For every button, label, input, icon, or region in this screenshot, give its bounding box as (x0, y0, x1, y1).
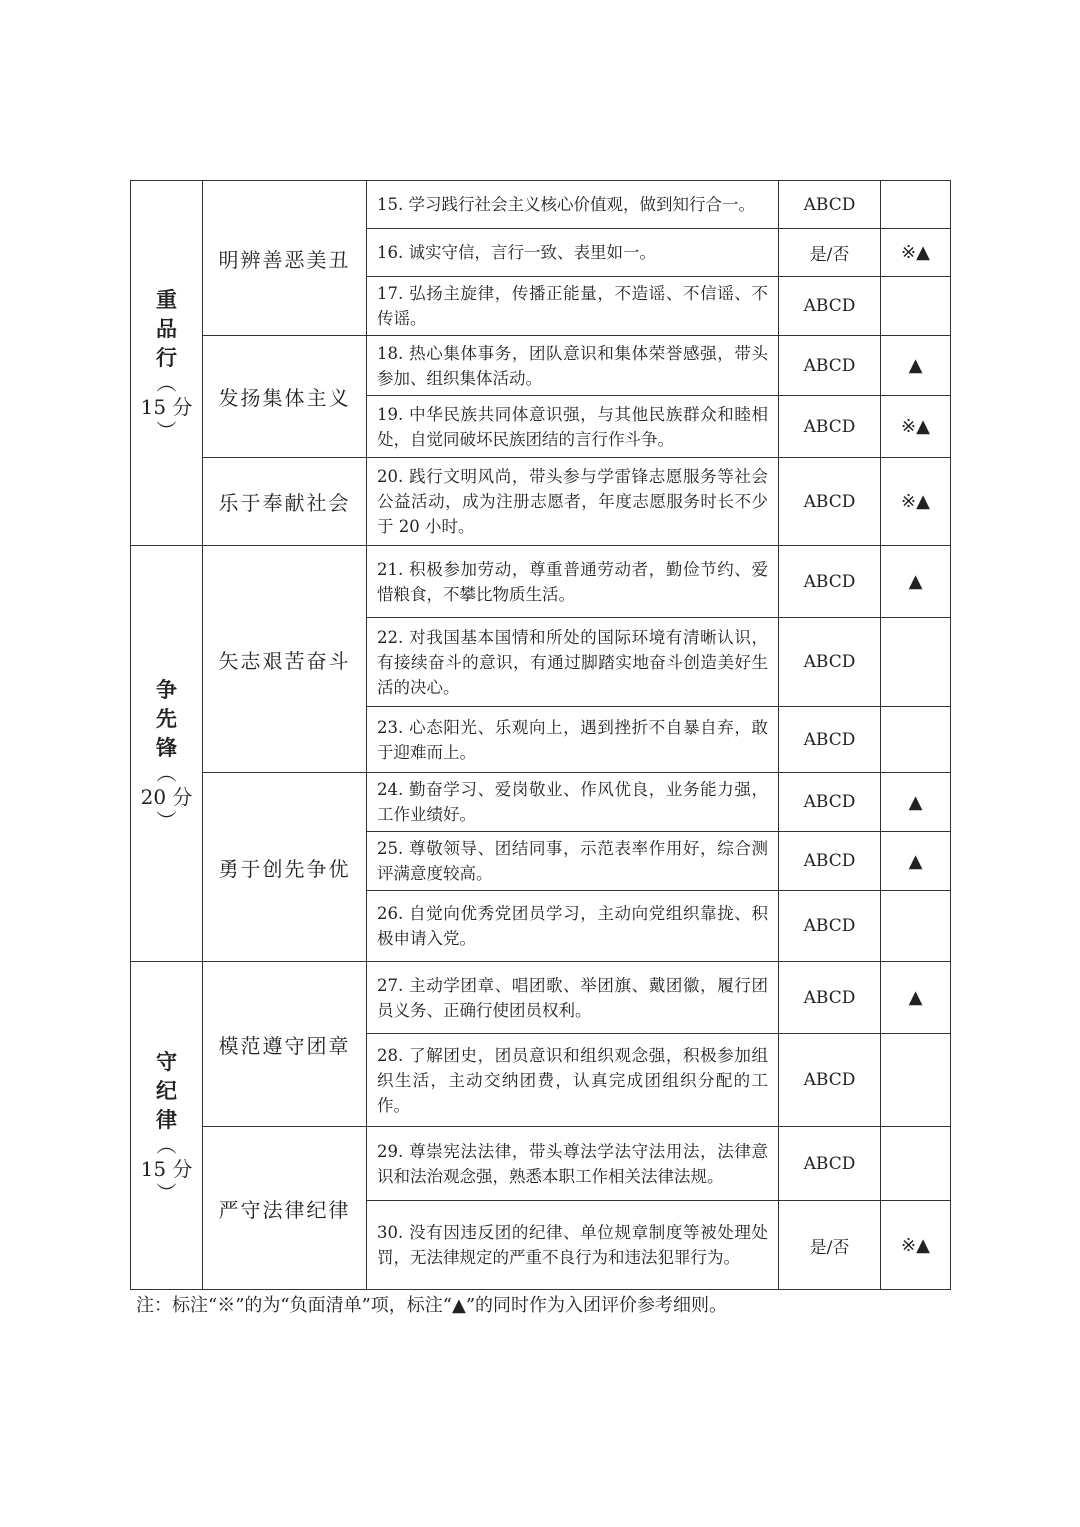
item-mode: ABCD (779, 832, 881, 891)
item-mode: ABCD (779, 458, 881, 546)
close-paren: ︶ (156, 1181, 177, 1205)
item-mark (881, 891, 951, 962)
evaluation-table (130, 180, 951, 1290)
table-row (131, 962, 951, 1034)
dimension-cell (131, 181, 203, 546)
item-text: 29. 尊崇宪法法律，带头尊法学法守法用法，法律意识和法治观念强，熟悉本职工作相关法律法规。 (367, 1127, 779, 1201)
item-text: 21. 积极参加劳动，尊重普通劳动者，勤俭节约、爱惜粮食，不攀比物质生活。 (367, 546, 779, 618)
open-paren: ︵ (156, 1133, 177, 1157)
open-paren: ︵ (156, 761, 177, 785)
close-paren: ︶ (156, 418, 177, 443)
table-row (131, 336, 951, 396)
item-mode: ABCD (779, 1127, 881, 1201)
item-mode: ABCD (779, 181, 881, 229)
sub-dimension-name: 发扬集体主义 (203, 336, 367, 458)
dimension-name: 争先锋 (156, 677, 177, 760)
sub-dimension-name: 模范遵守团章 (203, 962, 367, 1127)
table-row (131, 546, 951, 618)
item-text: 26. 自觉向优秀党团员学习，主动向党组织靠拢、积极申请入党。 (367, 891, 779, 962)
item-text: 20. 践行文明风尚，带头参与学雷锋志愿服务等社会公益活动，成为注册志愿者，年度志愿服务时长不少于 20 小时。 (367, 458, 779, 546)
item-mode: 是/否 (779, 229, 881, 277)
sub-dimension-name: 明辨善恶美丑 (203, 181, 367, 336)
item-text: 30. 没有因违反团的纪律、单位规章制度等被处理处罚，无法律规定的严重不良行为和违法犯罪行为。 (367, 1201, 779, 1290)
item-text: 15. 学习践行社会主义核心价值观，做到知行合一。 (367, 181, 779, 229)
item-mode: ABCD (779, 396, 881, 458)
item-text: 27. 主动学团章、唱团歌、举团旗、戴团徽，履行团员义务、正确行使团员权利。 (367, 962, 779, 1034)
sub-dimension-name: 严守法律纪律 (203, 1127, 367, 1290)
item-text: 22. 对我国基本国情和所处的国际环境有清晰认识，有接续奋斗的意识，有通过脚踏实地奋斗创造美好生活的决心。 (367, 618, 779, 707)
dimension-score: 20 分 (140, 785, 193, 809)
dimension-cell (131, 962, 203, 1290)
dimension-score: 15 分 (140, 1157, 193, 1181)
item-mode: ABCD (779, 546, 881, 618)
dimension-name: 重品行 (156, 286, 177, 370)
item-mark: ▲ (881, 773, 951, 832)
item-text: 25. 尊敬领导、团结同事，示范表率作用好，综合测评满意度较高。 (367, 832, 779, 891)
open-paren: ︵ (156, 370, 177, 395)
item-mark: ※▲ (881, 458, 951, 546)
item-mark (881, 618, 951, 707)
close-paren: ︶ (156, 809, 177, 833)
item-mark: ※▲ (881, 1201, 951, 1290)
item-mode: ABCD (779, 773, 881, 832)
item-text: 18. 热心集体事务，团队意识和集体荣誉感强，带头参加、组织集体活动。 (367, 336, 779, 396)
item-text: 24. 勤奋学习、爱岗敬业、作风优良，业务能力强，工作业绩好。 (367, 773, 779, 832)
item-mark: ※▲ (881, 396, 951, 458)
sub-dimension-name: 矢志艰苦奋斗 (203, 546, 367, 773)
footnote: 注：标注“※”的为“负面清单”项，标注“▲”的同时作为入团评价参考细则。 (136, 1295, 728, 1316)
item-mode: ABCD (779, 962, 881, 1034)
table-row (131, 1127, 951, 1201)
item-mode: ABCD (779, 891, 881, 962)
item-mark: ▲ (881, 336, 951, 396)
sub-dimension-name: 乐于奉献社会 (203, 458, 367, 546)
item-mark: ▲ (881, 546, 951, 618)
item-text: 17. 弘扬主旋律，传播正能量，不造谣、不信谣、不传谣。 (367, 277, 779, 336)
item-mark (881, 277, 951, 336)
item-mode: ABCD (779, 1034, 881, 1127)
item-mode: ABCD (779, 277, 881, 336)
item-text: 19. 中华民族共同体意识强，与其他民族群众和睦相处，自觉同破坏民族团结的言行作斗争。 (367, 396, 779, 458)
item-text: 23. 心态阳光、乐观向上，遇到挫折不自暴自弃，敢于迎难而上。 (367, 707, 779, 773)
item-mark: ▲ (881, 962, 951, 1034)
item-mark (881, 707, 951, 773)
item-mode: ABCD (779, 707, 881, 773)
table-row (131, 181, 951, 229)
item-mode: ABCD (779, 618, 881, 707)
item-mark (881, 1127, 951, 1201)
dimension-name: 守纪律 (156, 1049, 177, 1132)
item-mode: 是/否 (779, 1201, 881, 1290)
item-mark (881, 181, 951, 229)
item-text: 28. 了解团史，团员意识和组织观念强，积极参加组织生活，主动交纳团费，认真完成团组织分配的工作。 (367, 1034, 779, 1127)
item-mark: ※▲ (881, 229, 951, 277)
item-text: 16. 诚实守信，言行一致、表里如一。 (367, 229, 779, 277)
table-row (131, 458, 951, 546)
dimension-cell (131, 546, 203, 962)
sub-dimension-name: 勇于创先争优 (203, 773, 367, 962)
item-mark: ▲ (881, 832, 951, 891)
dimension-score: 15 分 (140, 394, 193, 419)
item-mode: ABCD (779, 336, 881, 396)
table-row (131, 773, 951, 832)
item-mark (881, 1034, 951, 1127)
